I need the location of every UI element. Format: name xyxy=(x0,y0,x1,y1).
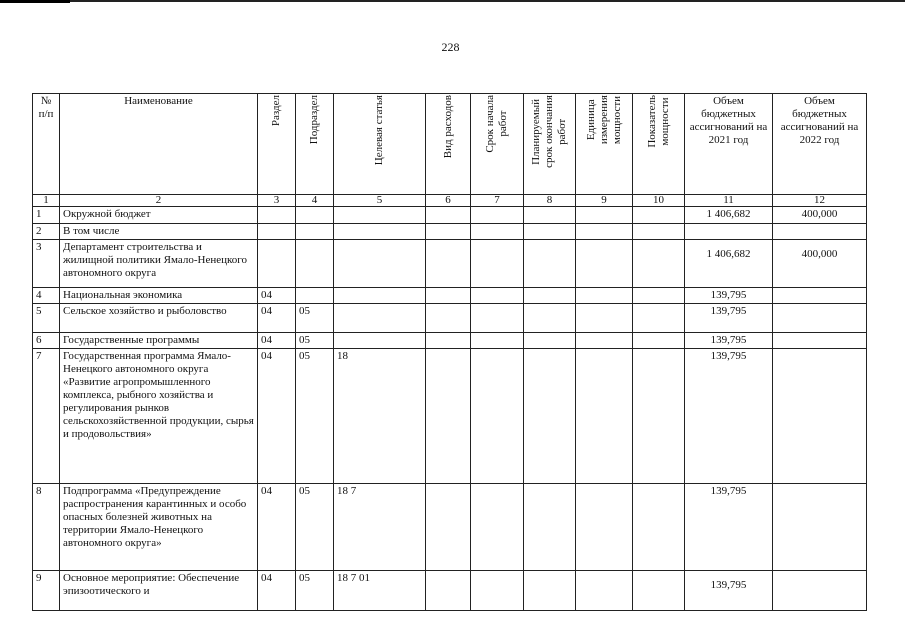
row-vol2021: 1 406,682 xyxy=(685,207,773,224)
row-num: 2 xyxy=(33,224,60,240)
row-name: Департамент строительства и жилищной политики Ямало-Ненецкого автономного округа xyxy=(60,240,258,288)
row-name: Окружной бюджет xyxy=(60,207,258,224)
row-target xyxy=(334,288,426,304)
row-cell xyxy=(471,240,524,288)
table-row xyxy=(33,333,867,349)
row-num: 4 xyxy=(33,288,60,304)
row-cell xyxy=(524,207,576,224)
row-section: 04 xyxy=(258,288,296,304)
row-cell xyxy=(471,349,524,484)
row-vol2022 xyxy=(773,349,867,484)
table-row xyxy=(33,207,867,224)
row-name: Государственная программа Ямало-Ненецкого автономного округа «Развитие агропромышленного комплекса, рыбного хозяйства и регулирования рынков сельскохозяйственной продукции, сырья и продовольствия» xyxy=(60,349,258,484)
row-section xyxy=(258,207,296,224)
page-number: 228 xyxy=(441,40,460,54)
row-cell xyxy=(426,484,471,571)
column-number: 5 xyxy=(334,195,426,207)
row-cell xyxy=(471,207,524,224)
row-target xyxy=(334,333,426,349)
row-cell xyxy=(576,333,633,349)
row-subsection xyxy=(296,240,334,288)
row-vol2022 xyxy=(773,288,867,304)
row-cell xyxy=(576,207,633,224)
budget-table xyxy=(32,93,867,611)
header-vol2022: Объем бюджетных ассигнований на 2022 год xyxy=(773,94,867,195)
row-cell xyxy=(633,571,685,611)
row-subsection xyxy=(296,224,334,240)
column-number: 9 xyxy=(576,195,633,207)
row-name: Национальная экономика xyxy=(60,288,258,304)
header-start: Срок начала работ xyxy=(471,94,524,195)
row-section xyxy=(258,240,296,288)
row-cell xyxy=(426,304,471,333)
row-cell xyxy=(524,304,576,333)
header-planned-end: Планируемый срок окончания работ xyxy=(524,94,576,195)
row-section: 04 xyxy=(258,333,296,349)
row-cell xyxy=(524,240,576,288)
row-cell xyxy=(576,304,633,333)
row-cell xyxy=(471,224,524,240)
column-number: 6 xyxy=(426,195,471,207)
header-target-article: Целевая статья xyxy=(334,94,426,195)
column-number: 11 xyxy=(685,195,773,207)
top-rule-tab xyxy=(0,0,70,3)
column-number: 8 xyxy=(524,195,576,207)
row-cell xyxy=(524,484,576,571)
row-vol2021: 139,795 xyxy=(685,304,773,333)
row-target xyxy=(334,304,426,333)
row-cell xyxy=(524,333,576,349)
table-row xyxy=(33,349,867,484)
row-cell xyxy=(576,240,633,288)
row-vol2022 xyxy=(773,224,867,240)
row-cell xyxy=(426,224,471,240)
row-vol2022 xyxy=(773,484,867,571)
header-section: Раздел xyxy=(258,94,296,195)
table-row xyxy=(33,571,867,611)
row-cell xyxy=(576,288,633,304)
row-subsection xyxy=(296,288,334,304)
row-subsection: 05 xyxy=(296,484,334,571)
row-num: 1 xyxy=(33,207,60,224)
table-row xyxy=(33,304,867,333)
row-cell xyxy=(471,484,524,571)
row-section xyxy=(258,224,296,240)
row-section: 04 xyxy=(258,349,296,484)
table-row xyxy=(33,484,867,571)
row-cell xyxy=(426,240,471,288)
row-name: Сельское хозяйство и рыболовство xyxy=(60,304,258,333)
row-section: 04 xyxy=(258,304,296,333)
header-subsection: Подраздел xyxy=(296,94,334,195)
top-rule xyxy=(0,0,905,2)
row-cell xyxy=(471,288,524,304)
row-vol2022: 400,000 xyxy=(773,207,867,224)
header-capacity: Показатель мощности xyxy=(633,94,685,195)
row-cell xyxy=(633,288,685,304)
row-num: 6 xyxy=(33,333,60,349)
header-name: Наименование xyxy=(60,94,258,195)
row-name: Подпрограмма «Предупреждение распространения карантинных и особо опасных болезней животных на территории Ямало-Ненецкого автономного округа» xyxy=(60,484,258,571)
row-vol2022 xyxy=(773,333,867,349)
row-target xyxy=(334,240,426,288)
header-vol2021: Объем бюджетных ассигнований на 2021 год xyxy=(685,94,773,195)
row-cell xyxy=(576,484,633,571)
row-cell xyxy=(524,288,576,304)
row-cell xyxy=(576,224,633,240)
column-number: 4 xyxy=(296,195,334,207)
header-num: № п/п xyxy=(33,94,60,195)
row-section: 04 xyxy=(258,571,296,611)
row-cell xyxy=(426,333,471,349)
row-subsection: 05 xyxy=(296,571,334,611)
row-cell xyxy=(426,571,471,611)
row-target: 18 xyxy=(334,349,426,484)
row-cell xyxy=(633,333,685,349)
row-cell xyxy=(471,333,524,349)
row-vol2021: 139,795 xyxy=(685,288,773,304)
row-vol2022 xyxy=(773,571,867,611)
row-subsection: 05 xyxy=(296,304,334,333)
column-number: 2 xyxy=(60,195,258,207)
row-name: Основное мероприятие: Обеспечение эпизоотического и xyxy=(60,571,258,611)
table-row xyxy=(33,240,867,288)
row-section: 04 xyxy=(258,484,296,571)
row-cell xyxy=(471,304,524,333)
row-vol2021: 139,795 xyxy=(685,484,773,571)
row-target: 18 7 01 xyxy=(334,571,426,611)
row-num: 5 xyxy=(33,304,60,333)
row-target xyxy=(334,224,426,240)
column-number-row xyxy=(33,195,867,207)
row-num: 9 xyxy=(33,571,60,611)
column-number: 3 xyxy=(258,195,296,207)
row-name: В том числе xyxy=(60,224,258,240)
row-cell xyxy=(633,304,685,333)
row-num: 7 xyxy=(33,349,60,484)
header-row xyxy=(33,94,867,195)
row-cell xyxy=(633,349,685,484)
row-target: 18 7 xyxy=(334,484,426,571)
column-number: 12 xyxy=(773,195,867,207)
row-cell xyxy=(426,207,471,224)
column-number: 7 xyxy=(471,195,524,207)
row-subsection: 05 xyxy=(296,349,334,484)
row-cell xyxy=(576,571,633,611)
column-number: 1 xyxy=(33,195,60,207)
column-number: 10 xyxy=(633,195,685,207)
row-subsection: 05 xyxy=(296,333,334,349)
row-vol2021: 139,795 xyxy=(685,349,773,484)
header-units: Единица измерения мощности xyxy=(576,94,633,195)
row-vol2022 xyxy=(773,304,867,333)
row-cell xyxy=(633,240,685,288)
row-cell xyxy=(633,484,685,571)
row-cell xyxy=(524,349,576,484)
table-row xyxy=(33,288,867,304)
row-cell xyxy=(633,207,685,224)
row-vol2021 xyxy=(685,224,773,240)
row-cell xyxy=(524,224,576,240)
header-expense-type: Вид расходов xyxy=(426,94,471,195)
row-cell xyxy=(524,571,576,611)
row-vol2022: 400,000 xyxy=(773,240,867,288)
row-cell xyxy=(576,349,633,484)
row-cell xyxy=(633,224,685,240)
table-row xyxy=(33,224,867,240)
row-num: 8 xyxy=(33,484,60,571)
row-cell xyxy=(426,288,471,304)
row-name: Государственные программы xyxy=(60,333,258,349)
row-vol2021: 139,795 xyxy=(685,571,773,611)
row-num: 3 xyxy=(33,240,60,288)
row-cell xyxy=(426,349,471,484)
row-target xyxy=(334,207,426,224)
row-vol2021: 139,795 xyxy=(685,333,773,349)
row-vol2021: 1 406,682 xyxy=(685,240,773,288)
row-cell xyxy=(471,571,524,611)
row-subsection xyxy=(296,207,334,224)
